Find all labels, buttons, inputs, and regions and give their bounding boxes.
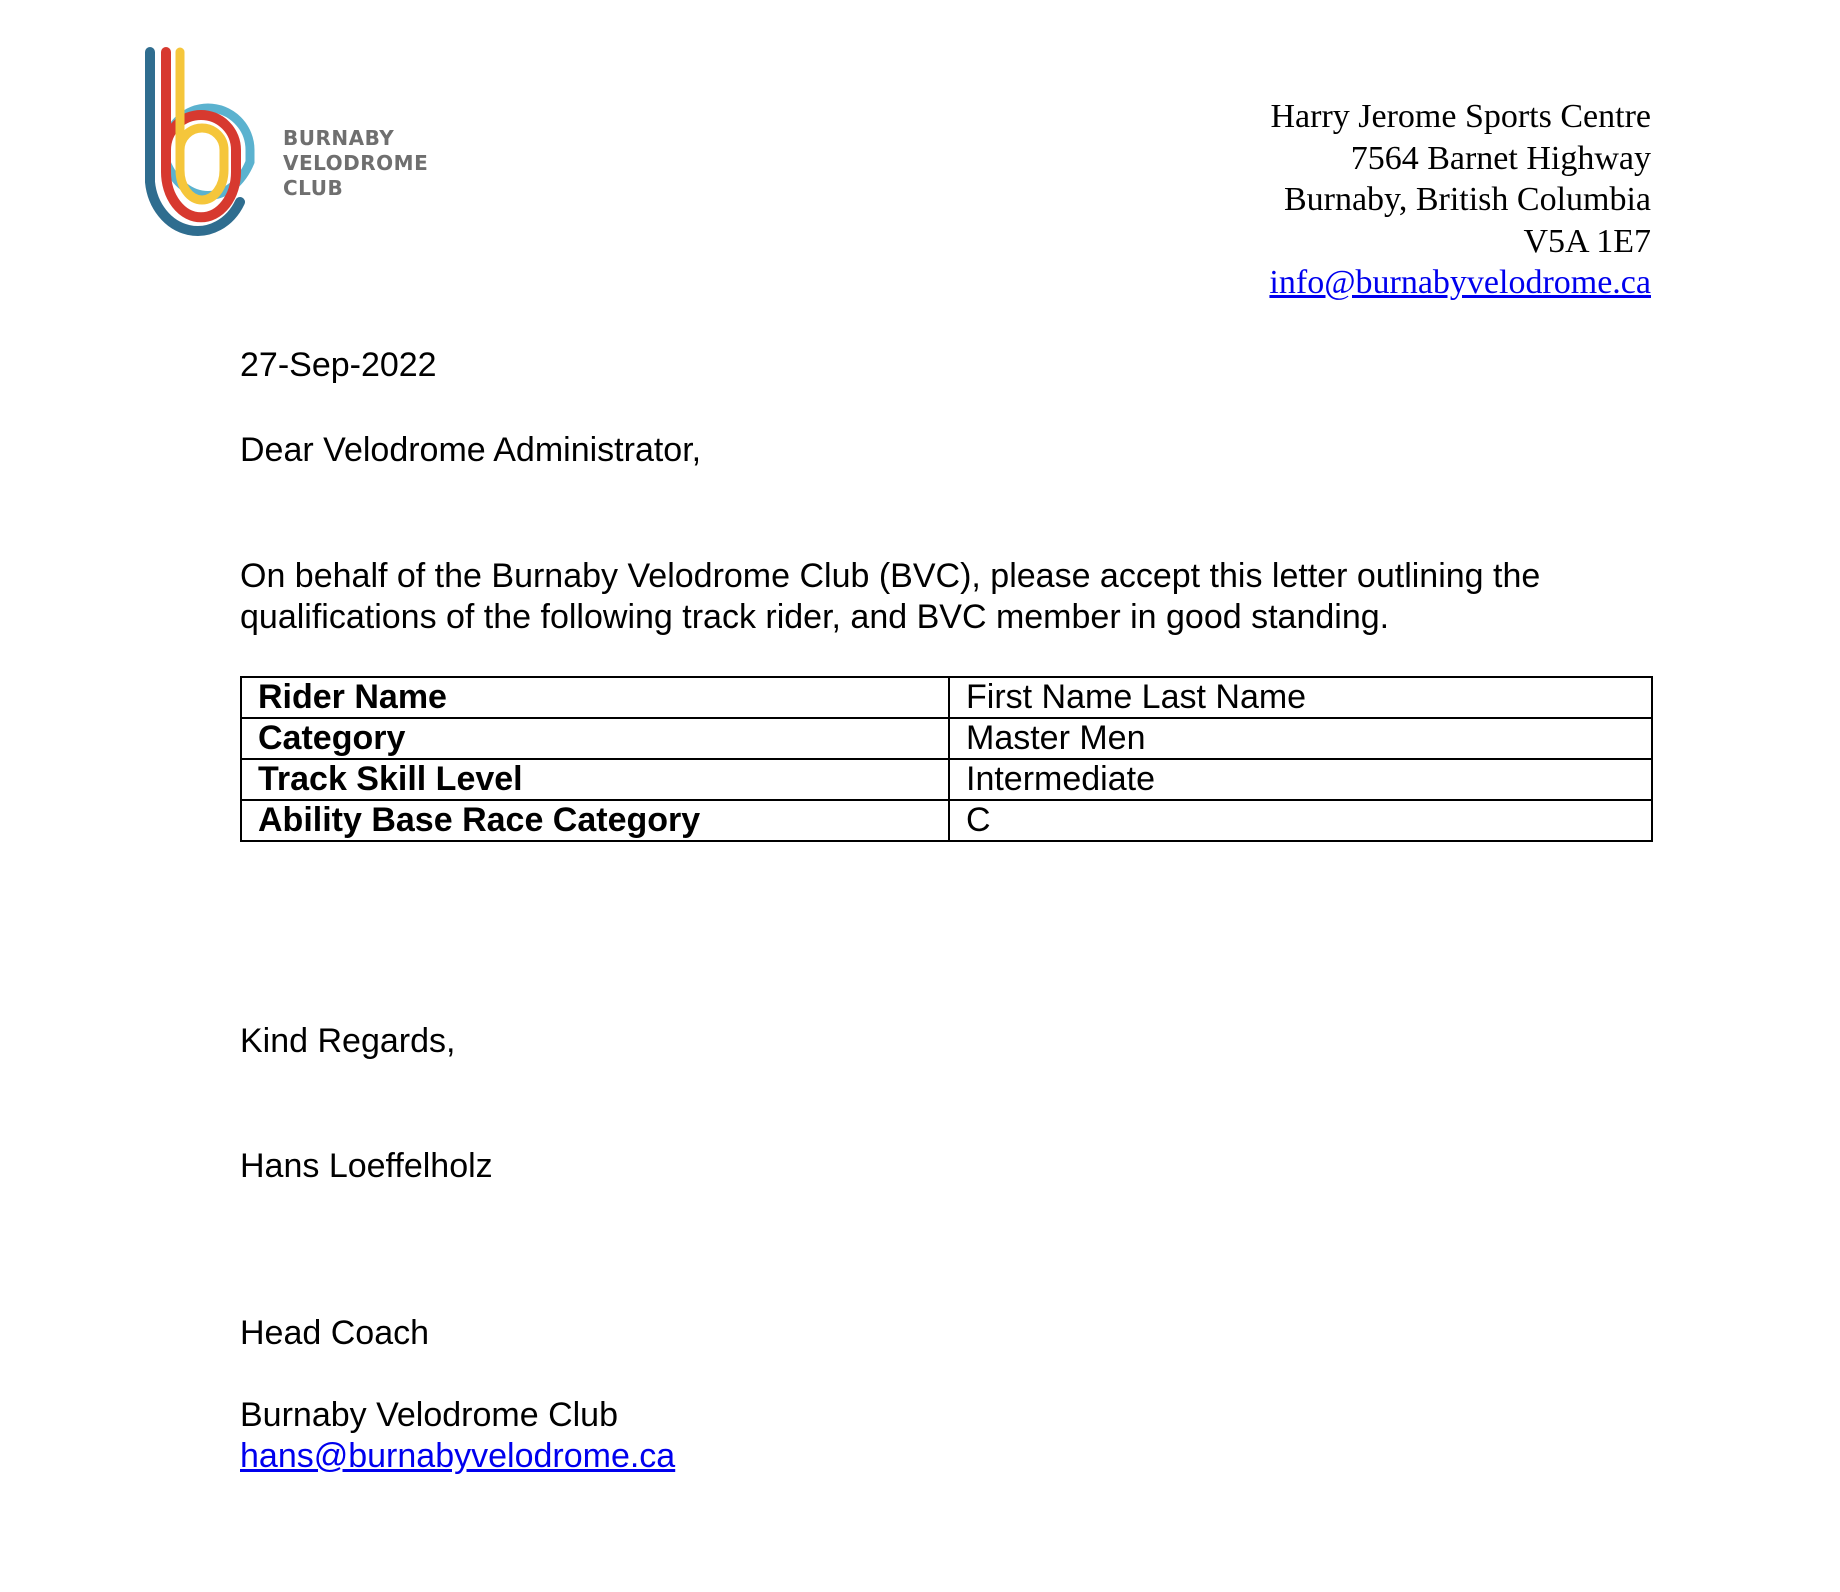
row-value: Intermediate: [949, 759, 1652, 800]
rider-qualifications-table: [240, 676, 1653, 842]
row-label: Ability Base Race Category: [241, 800, 949, 841]
table-row: [241, 800, 1652, 841]
table-row: [241, 718, 1652, 759]
signer-name: Hans Loeffelholz: [240, 1147, 493, 1185]
table-row: [241, 759, 1652, 800]
address-line-1: Harry Jerome Sports Centre: [1270, 98, 1651, 135]
velodrome-b-icon: [136, 42, 256, 242]
letter-salutation: Dear Velodrome Administrator,: [240, 431, 702, 469]
logo-wordmark: [283, 126, 428, 201]
logo-line-1: BURNABY: [283, 126, 395, 150]
signer-email-link[interactable]: hans@burnabyvelodrome.ca: [240, 1437, 676, 1475]
row-label: Category: [241, 718, 949, 759]
address-postal-code: V5A 1E7: [1523, 222, 1651, 260]
club-logo: [136, 42, 436, 242]
address-line-2: 7564 Barnet Highway: [1350, 139, 1651, 177]
row-label: Rider Name: [241, 677, 949, 718]
logo-line-3: CLUB: [283, 176, 344, 200]
signer-title: Head Coach: [240, 1314, 430, 1352]
club-address: [1269, 96, 1651, 304]
logo-line-2: VELODROME: [283, 151, 429, 175]
signer-email-container: [240, 1436, 675, 1477]
signer-organization: Burnaby Velodrome Club: [240, 1396, 619, 1434]
club-email-link[interactable]: info@burnabyvelodrome.ca: [1269, 264, 1651, 301]
row-label: Track Skill Level: [241, 759, 949, 800]
row-value: First Name Last Name: [949, 677, 1652, 718]
row-value: Master Men: [949, 718, 1652, 759]
letter-intro-line-2: qualifications of the following track rider, and BVC member in good standing.: [240, 598, 1390, 636]
table-row: [241, 677, 1652, 718]
letter-closing: Kind Regards,: [240, 1022, 456, 1060]
address-line-3: Burnaby, British Columbia: [1283, 181, 1651, 218]
letter-intro-line-1: On behalf of the Burnaby Velodrome Club (BVC), please accept this letter outlining the: [240, 557, 1541, 595]
row-value: C: [949, 800, 1652, 841]
letter-date: 27-Sep-2022: [240, 346, 437, 384]
